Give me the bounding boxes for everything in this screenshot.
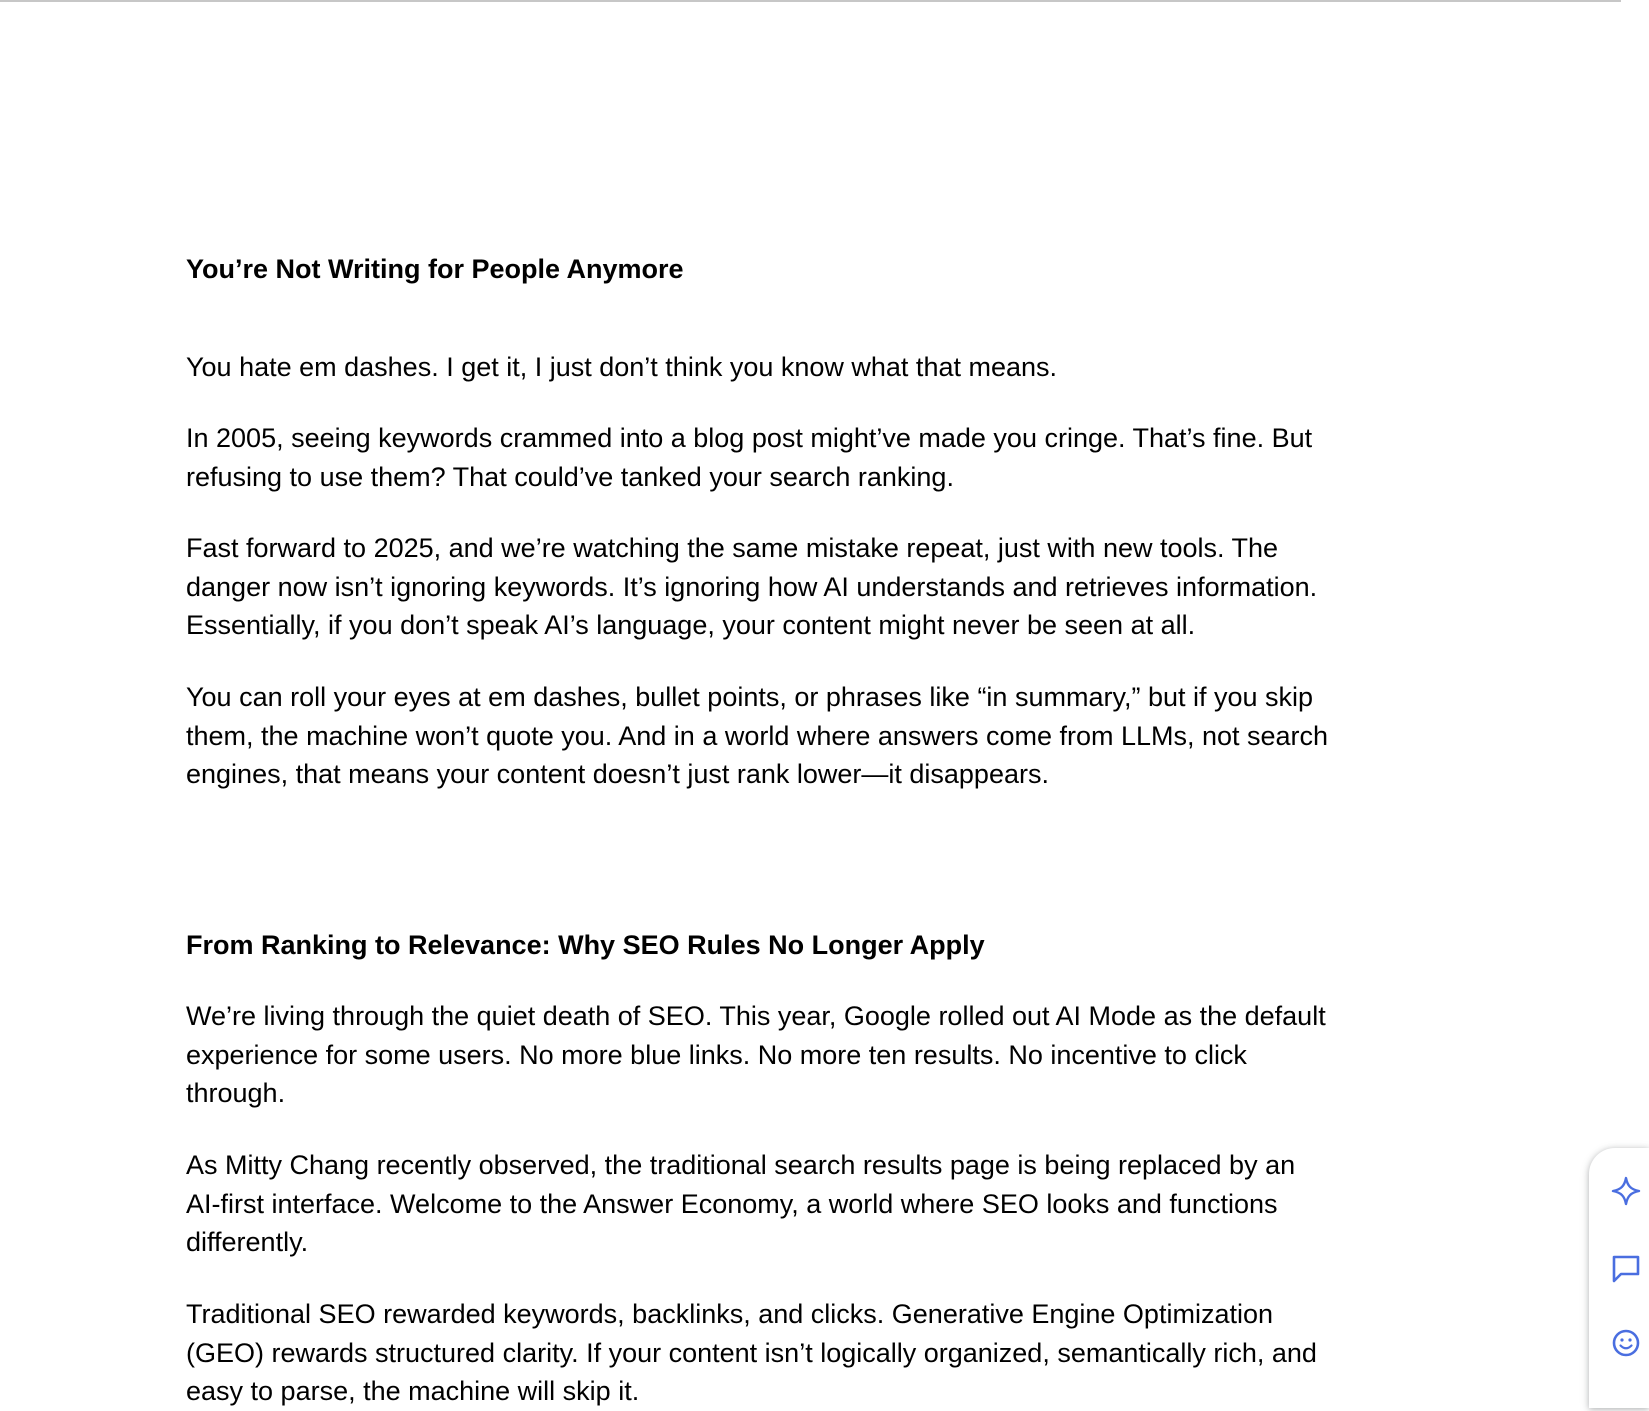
side-action-panel (1589, 1148, 1649, 1408)
ask-gemini-icon[interactable] (1611, 1176, 1641, 1206)
text-line: refusing to use them? That could’ve tanked your search ranking. (186, 461, 954, 492)
text-line: differently. (186, 1227, 309, 1258)
paragraph-4 (186, 678, 1436, 794)
add-comment-icon[interactable] (1611, 1253, 1641, 1283)
paragraph-6 (186, 1146, 1436, 1262)
text-line: You hate em dashes. I get it, I just don’t think you know what that means. (186, 352, 1058, 382)
text-line: Fast forward to 2025, and we’re watching the same mistake repeat, just with new tools. The (186, 533, 1279, 563)
text-line: (GEO) rewards structured clarity. If your content isn’t logically organized, semantically rich, and (186, 1337, 1317, 1368)
text-line: You can roll your eyes at em dashes, bullet points, or phrases like “in summary,” but if you skip (186, 682, 1314, 712)
paragraph-1 (186, 348, 1436, 387)
paragraph-5 (186, 997, 1436, 1113)
text-line: Traditional SEO rewarded keywords, backlinks, and clicks. Generative Engine Optimization (186, 1299, 1273, 1329)
document-page[interactable] (0, 2, 1621, 1407)
section-heading-1: You’re Not Writing for People Anymore (186, 254, 684, 284)
text-line: We’re living through the quiet death of SEO. This year, Google rolled out AI Mode as the default (186, 1001, 1326, 1031)
text-line: engines, that means your content doesn’t just rank lower—it disappears. (186, 759, 1049, 790)
text-line: through. (186, 1078, 286, 1109)
text-line: danger now isn’t ignoring keywords. It’s ignoring how AI understands and retrieves information. (186, 571, 1318, 602)
paragraph-3 (186, 529, 1436, 645)
text-line: them, the machine won’t quote you. And in a world where answers come from LLMs, not search (186, 720, 1329, 751)
section-heading-2: From Ranking to Relevance: Why SEO Rules No Longer Apply (186, 930, 985, 960)
text-line: Essentially, if you don’t speak AI’s language, your content might never be seen at all. (186, 610, 1196, 641)
text-line: AI-first interface. Welcome to the Answer Economy, a world where SEO looks and functions (186, 1188, 1278, 1219)
text-line: In 2005, seeing keywords crammed into a blog post might’ve made you cringe. That’s fine. But (186, 423, 1313, 453)
text-line: As Mitty Chang recently observed, the traditional search results page is being replaced by an (186, 1150, 1296, 1180)
emoji-reaction-icon[interactable] (1611, 1328, 1641, 1358)
paragraph-2 (186, 419, 1436, 496)
text-line: experience for some users. No more blue links. No more ten results. No incentive to click (186, 1039, 1247, 1070)
text-line: easy to parse, the machine will skip it. (186, 1376, 640, 1407)
paragraph-7 (186, 1295, 1436, 1411)
